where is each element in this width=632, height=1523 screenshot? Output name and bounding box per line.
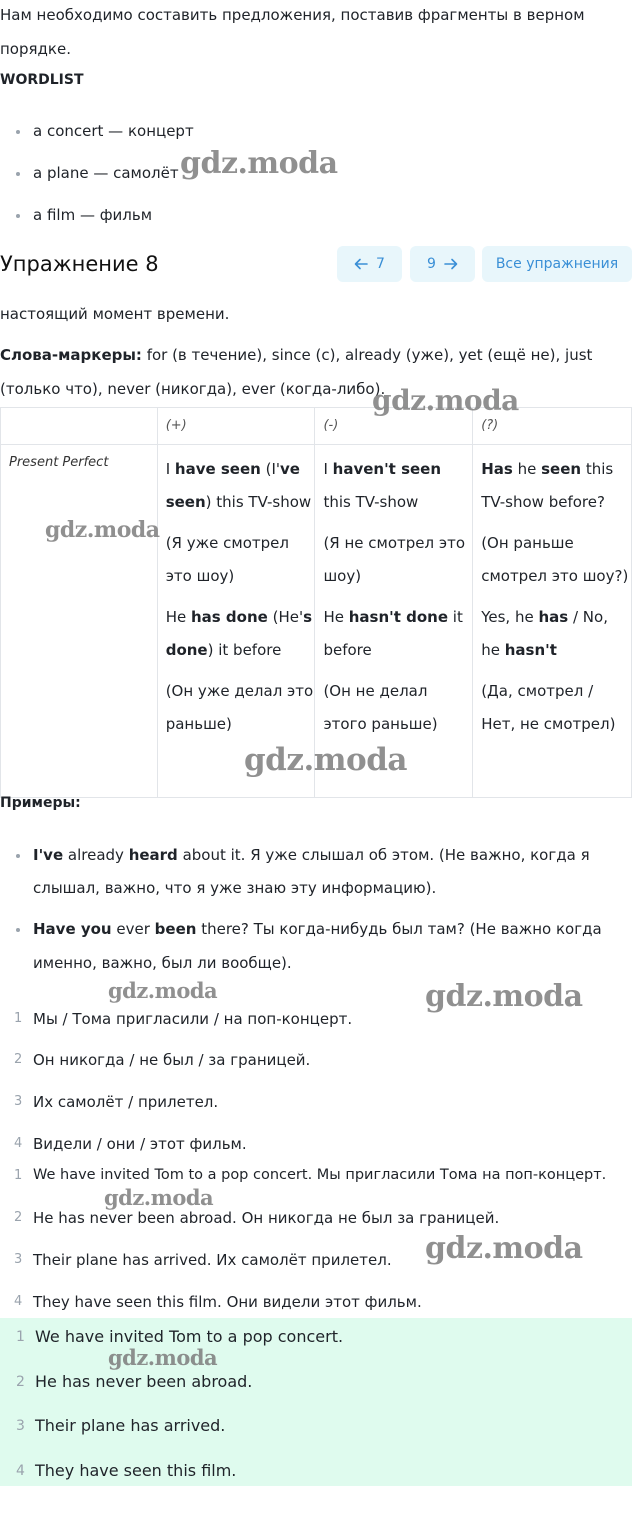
table-header-cell: (-) (315, 408, 473, 445)
table-header-row (1, 408, 632, 445)
affirmative-example-2: He has done (He's done) it before (165, 608, 313, 659)
theory-line: настоящий момент времени. (0, 305, 230, 323)
table-header-cell: (?) (473, 408, 632, 445)
wordlist-heading: WORDLIST (0, 72, 84, 88)
table-header-cell (1, 408, 158, 445)
affirmative-translation-2: (Он уже делал это раньше) (165, 682, 314, 733)
arrow-right-icon (444, 257, 458, 271)
exercise-title: Упражнение 8 (0, 252, 159, 276)
negative-translation-1: (Я не смотрел это шоу) (323, 534, 466, 585)
tense-label: Present Perfect (1, 445, 158, 798)
watermark-logo: gdz.moda (108, 1345, 218, 1370)
watermark-logo: gdz.moda (372, 384, 519, 417)
present-perfect-table (0, 407, 632, 798)
bullet-icon (16, 130, 20, 134)
question-example-2: Yes, he has / No, he hasn't (481, 608, 608, 659)
prev-exercise-label: 7 (376, 256, 385, 272)
watermark-logo: gdz.moda (180, 146, 338, 181)
all-exercises-button[interactable] (482, 246, 632, 282)
watermark-logo: gdz.moda (104, 1185, 214, 1210)
next-exercise-label: 9 (427, 256, 436, 272)
prev-exercise-button[interactable] (337, 246, 402, 282)
intro-line-1: Нам необходимо составить предложения, поставив фрагменты в верном (0, 6, 585, 24)
arrow-left-icon (354, 257, 368, 271)
watermark-logo: gdz.moda (108, 978, 218, 1003)
affirmative-example-1: I have seen (I've seen) this TV-show (165, 460, 312, 511)
markers-label: Слова-маркеры: (0, 346, 142, 364)
question-translation-2: (Да, смотрел / Нет, не смотрел) (481, 682, 616, 733)
bullet-icon (16, 214, 20, 218)
markers-text: for (в течение), since (с), already (уже), yet (ещё не), just (141, 346, 593, 364)
bullet-icon (16, 928, 20, 932)
markers-line-1 (0, 346, 592, 364)
markers-line-2: (только что), never (никогда), ever (когда-либо). (0, 380, 386, 398)
watermark-logo: gdz.moda (425, 979, 583, 1014)
next-exercise-button[interactable] (410, 246, 475, 282)
answer-box: 1 We have invited Tom to a pop concert. 2 He has never been abroad. 3 Their plane has arrived. 4 They have seen this film. (0, 1318, 632, 1486)
bullet-icon (16, 854, 20, 858)
affirmative-translation-1: (Я уже смотрел это шоу) (165, 534, 289, 585)
intro-line-2: порядке. (0, 40, 71, 58)
question-example-1: Has he seen this TV-show before? (481, 460, 614, 511)
table-header-cell: (+) (157, 408, 315, 445)
watermark-logo: gdz.moda (244, 742, 407, 778)
negative-translation-2: (Он не делал этого раньше) (323, 682, 438, 733)
examples-heading: Примеры: (0, 795, 81, 811)
negative-example-2: He hasn't done it before (323, 608, 463, 659)
bullet-icon (16, 172, 20, 176)
watermark-logo: gdz.moda (45, 517, 160, 543)
question-cell (473, 445, 632, 798)
watermark-logo: gdz.moda (425, 1231, 583, 1266)
question-translation-1: (Он раньше смотрел это шоу?) (481, 534, 629, 585)
negative-example-1: I haven't seen this TV-show (323, 460, 442, 511)
all-exercises-label: Все упражнения (495, 256, 619, 272)
